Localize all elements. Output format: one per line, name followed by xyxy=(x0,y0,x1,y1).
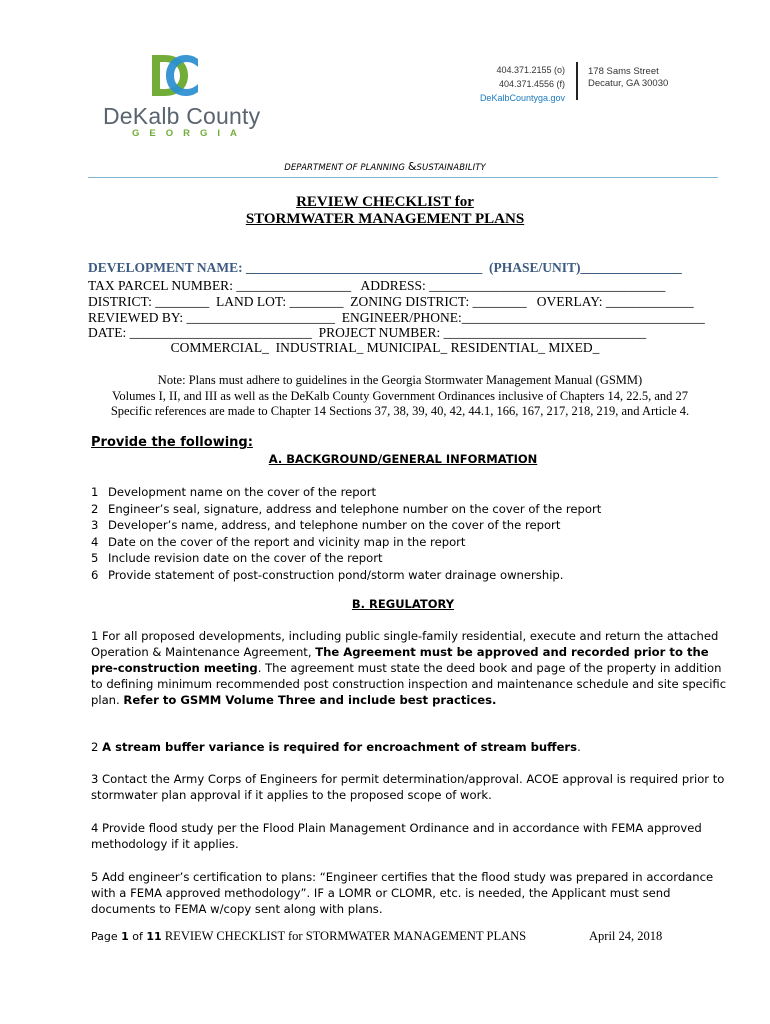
note-line1: Note: Plans must adhere to guidelines in the Georgia Stormwater Management Manual (GSMM) xyxy=(157,373,643,387)
department-amp: & xyxy=(407,160,417,173)
footer-doc-title: REVIEW CHECKLIST for STORMWATER MANAGEMENT PLANS xyxy=(161,929,527,943)
list-item: 4 Date on the cover of the report and vicinity map in the report xyxy=(91,534,466,549)
address-block xyxy=(588,66,668,90)
regulatory-item-2: 2 A stream buffer variance is required for encroachment of stream buffers. xyxy=(91,740,581,754)
website-link[interactable]: DeKalbCountyga.gov xyxy=(479,93,565,103)
development-name-line: DEVELOPMENT NAME: ___________________________________ (PHASE/UNIT)_______________ xyxy=(88,260,682,275)
address-line1: 178 Sams Street xyxy=(588,66,659,77)
department-part1: DEPARTMENT OF PLANNING xyxy=(284,163,408,173)
section-a-list xyxy=(91,484,731,584)
list-item: 6 Provide statement of post-construction pond/storm water drainage ownership. xyxy=(91,567,564,582)
list-item: 5 Include revision date on the cover of the report xyxy=(91,551,383,566)
tax-parcel-line: TAX PARCEL NUMBER: _________________ ADDRESS: ___________________________________ xyxy=(88,278,666,293)
header-divider xyxy=(576,62,578,100)
title-line1: REVIEW CHECKLIST for xyxy=(296,194,474,210)
list-item: 2 Engineer’s seal, signature, address and telephone number on the cover of the report xyxy=(91,501,602,516)
development-type-line: COMMERCIAL_ INDUSTRIAL_ MUNICIPAL_ RESIDENTIAL_ MIXED_ xyxy=(170,340,600,355)
note-line3: Specific references are made to Chapter 14 Sections 37, 38, 39, 40, 42, 44.1, 166, 167, 217, 218, 219, and Article 4. xyxy=(110,404,690,418)
district-line: DISTRICT: ________ LAND LOT: ________ ZONING DISTRICT: ________ OVERLAY: _____________ xyxy=(88,294,694,309)
title-line2: STORMWATER MANAGEMENT PLANS xyxy=(245,211,525,227)
address-line2: Decatur, GA 30030 xyxy=(588,78,669,89)
regulatory-item-4: 4 Provide flood study per the Flood Plain Management Ordinance and in accordance with FEMA approved methodology if it applies. xyxy=(91,821,702,851)
department-part2: SUSTAINABILITY xyxy=(416,163,486,173)
department-name xyxy=(0,160,770,173)
section-a-heading: A. BACKGROUND/GENERAL INFORMATION xyxy=(268,452,538,466)
regulatory-item-5: 5 Add engineer’s certification to plans: “Engineer certifies that the flood study was prepared in accordance with a FEMA approved methodology”. IF a LOMR or CLOMR, etc. is needed, the Applicant must send documents to FEMA w/copy sent along with plans. xyxy=(91,870,714,916)
reviewed-by-line: REVIEWED BY: ______________________ ENGINEER/PHONE:____________________________________ xyxy=(88,310,705,325)
list-item: 3 Developer’s name, address, and telephone number on the cover of the report xyxy=(91,518,561,533)
phone-fax: 404.371.4556 (f) xyxy=(498,79,565,89)
regulatory-item-3: 3 Contact the Army Corps of Engineers for permit determination/approval. ACOE approval is required prior to stormwater plan approval if it applies to the proposed scope of work. xyxy=(91,772,725,802)
page-total: 11 xyxy=(146,930,162,943)
note-block xyxy=(60,373,740,420)
header-rule xyxy=(88,177,718,178)
section-b-heading: B. REGULATORY xyxy=(351,597,455,611)
phone-office: 404.371.2155 (o) xyxy=(496,65,565,75)
page-footer: Page 1 of 11 REVIEW CHECKLIST for STORMWATER MANAGEMENT PLANS April 24, 2018 xyxy=(91,929,663,943)
contact-block xyxy=(480,63,565,105)
regulatory-item-1: 1 For all proposed developments, including public single-family residential, execute and return the attached Operation & Maintenance Agreement, The Agreement must be approved and recorded prior to the pre-construction meeting. The agreement must state the deed book and page of the property in addition to defining minimum recommended post construction inspection and maintenance schedule and site specific plan. Refer to GSMM Volume Three and include best practices. xyxy=(91,629,727,707)
note-line2: Volumes I, II, and III as well as the DeKalb County Government Ordinances inclusive of Chapters 14, 22.5, and 27 xyxy=(111,388,689,403)
provide-heading: Provide the following: xyxy=(91,435,253,450)
list-item: 1 Development name on the cover of the report xyxy=(91,485,377,499)
dc-logo-icon xyxy=(100,50,200,100)
date-line: DATE: ___________________________ PROJECT NUMBER: ______________________________ xyxy=(88,325,647,340)
footer-date: April 24, 2018 xyxy=(589,929,663,943)
county-name: DeKalb County xyxy=(103,103,261,129)
page-number: 1 xyxy=(121,930,129,943)
county-state: GEORGIA xyxy=(132,128,247,139)
